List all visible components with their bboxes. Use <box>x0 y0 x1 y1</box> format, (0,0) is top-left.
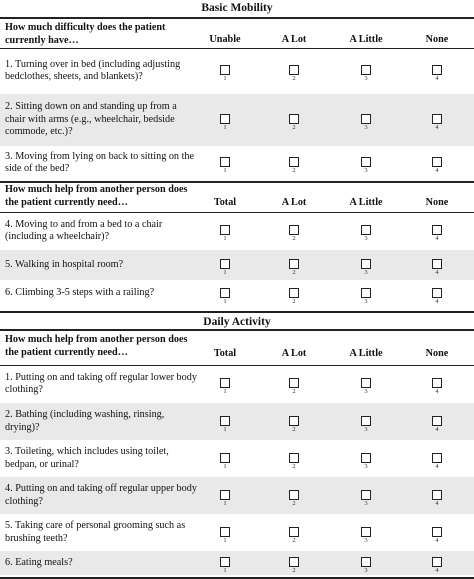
item-question: 5. Taking care of personal grooming such as brushing teeth? <box>5 520 186 544</box>
checkbox[interactable] <box>361 65 371 75</box>
checkbox[interactable] <box>289 527 299 537</box>
header-divider <box>0 365 474 366</box>
checkbox[interactable] <box>289 259 299 269</box>
checkbox[interactable] <box>432 225 442 235</box>
column-header-a-little: A Little <box>349 33 383 45</box>
option-number: 4 <box>435 297 439 305</box>
checkbox[interactable] <box>289 557 299 567</box>
item-question: 4. Putting on and taking off regular upper body clothing? <box>5 483 197 507</box>
item-question: 3. Toileting, which includes using toilet, bedpan, or urinal? <box>5 446 169 470</box>
checkbox[interactable] <box>289 288 299 298</box>
checkbox[interactable] <box>289 378 299 388</box>
response-option[interactable] <box>355 114 377 132</box>
option-number: 4 <box>435 124 439 131</box>
option-number: 1 <box>223 297 227 305</box>
response-option[interactable] <box>283 490 305 508</box>
response-option[interactable] <box>426 157 448 175</box>
option-number: 4 <box>435 425 439 433</box>
option-number: 2 <box>292 567 296 574</box>
item-question: 4. Moving to and from a bed to a chair (including a wheelchair)? <box>5 218 163 242</box>
checkbox[interactable] <box>432 527 442 537</box>
checkbox[interactable] <box>361 225 371 235</box>
option-number: 2 <box>292 499 296 507</box>
checkbox[interactable] <box>361 378 371 388</box>
response-option[interactable] <box>355 453 377 471</box>
section-divider <box>0 311 474 313</box>
option-number: 4 <box>435 536 439 544</box>
column-header-a-lot: A Lot <box>281 196 307 208</box>
checkbox[interactable] <box>220 114 230 124</box>
response-option[interactable] <box>283 416 305 434</box>
column-header-unable: Unable <box>209 33 241 45</box>
response-option[interactable] <box>426 114 448 132</box>
checkbox[interactable] <box>361 557 371 567</box>
option-number: 3 <box>364 536 368 544</box>
checkbox[interactable] <box>220 157 230 167</box>
response-option[interactable] <box>426 65 448 83</box>
item-question: 1. Turning over in bed (including adjusting bedclothes, sheets, and blankets)? <box>5 58 181 82</box>
column-header-a-little: A Little <box>349 348 383 359</box>
response-option[interactable] <box>214 557 236 575</box>
option-number: 3 <box>364 462 368 470</box>
option-number: 1 <box>223 462 227 470</box>
option-number: 2 <box>292 297 296 305</box>
response-option[interactable] <box>214 157 236 175</box>
column-header-a-little: A Little <box>349 196 383 208</box>
section-title: Basic Mobility <box>201 2 273 14</box>
response-option[interactable] <box>426 453 448 471</box>
option-number: 4 <box>435 388 439 395</box>
response-option[interactable] <box>355 490 377 508</box>
option-number: 4 <box>435 567 439 574</box>
checkbox[interactable] <box>432 288 442 298</box>
response-option[interactable] <box>283 114 305 132</box>
checkbox[interactable] <box>432 557 442 567</box>
response-option[interactable] <box>426 416 448 434</box>
option-number: 1 <box>223 75 227 82</box>
checkbox[interactable] <box>289 157 299 167</box>
response-option[interactable] <box>214 65 236 83</box>
column-header-none: None <box>425 348 449 359</box>
checkbox[interactable] <box>220 527 230 537</box>
response-option[interactable] <box>283 453 305 471</box>
checkbox[interactable] <box>361 288 371 298</box>
checkbox[interactable] <box>361 114 371 124</box>
section-title: Daily Activity <box>203 316 271 328</box>
response-option[interactable] <box>283 288 305 306</box>
response-option[interactable] <box>355 416 377 434</box>
checkbox[interactable] <box>289 490 299 500</box>
option-number: 1 <box>223 124 227 131</box>
checkbox[interactable] <box>432 259 442 269</box>
option-number: 4 <box>435 269 439 276</box>
response-option[interactable] <box>426 225 448 243</box>
checkbox[interactable] <box>432 65 442 75</box>
option-number: 4 <box>435 167 439 174</box>
option-number: 3 <box>364 167 368 174</box>
option-number: 1 <box>223 167 227 174</box>
response-option[interactable] <box>355 557 377 575</box>
response-option[interactable] <box>283 157 305 175</box>
column-header-total: Total <box>213 348 237 359</box>
option-number: 4 <box>435 235 439 242</box>
checkbox[interactable] <box>432 416 442 426</box>
section-question: How much difficulty does the patient currently have… <box>5 22 166 46</box>
checkbox[interactable] <box>432 453 442 463</box>
column-header-a-lot: A Lot <box>281 33 307 45</box>
response-option[interactable] <box>283 259 305 277</box>
checkbox[interactable] <box>220 225 230 235</box>
option-number: 2 <box>292 235 296 242</box>
checkbox[interactable] <box>220 288 230 298</box>
response-option[interactable] <box>355 259 377 277</box>
response-option[interactable] <box>355 527 377 545</box>
checkbox[interactable] <box>432 490 442 500</box>
checkbox[interactable] <box>220 378 230 388</box>
checkbox[interactable] <box>220 65 230 75</box>
header-divider <box>0 48 474 49</box>
response-option[interactable] <box>355 288 377 306</box>
item-question: 6. Climbing 3-5 steps with a railing? <box>5 287 155 299</box>
checkbox[interactable] <box>432 157 442 167</box>
option-number: 1 <box>223 499 227 507</box>
response-option[interactable] <box>426 557 448 575</box>
option-number: 3 <box>364 235 368 242</box>
column-header-total: Total <box>213 196 237 208</box>
option-number: 3 <box>364 567 368 574</box>
response-option[interactable] <box>426 259 448 277</box>
option-number: 1 <box>223 536 227 544</box>
response-option[interactable] <box>355 65 377 83</box>
response-option[interactable] <box>355 378 377 396</box>
option-number: 4 <box>435 462 439 470</box>
response-option[interactable] <box>283 527 305 545</box>
checkbox[interactable] <box>289 416 299 426</box>
option-number: 3 <box>364 499 368 507</box>
response-option[interactable] <box>426 288 448 306</box>
option-number: 1 <box>223 567 227 574</box>
option-number: 2 <box>292 462 296 470</box>
checkbox[interactable] <box>220 490 230 500</box>
response-option[interactable] <box>355 225 377 243</box>
response-option[interactable] <box>214 453 236 471</box>
checkbox[interactable] <box>289 453 299 463</box>
checkbox[interactable] <box>220 453 230 463</box>
option-number: 3 <box>364 75 368 82</box>
option-number: 3 <box>364 388 368 395</box>
item-question: 5. Walking in hospital room? <box>5 258 124 270</box>
title-underline <box>0 17 474 19</box>
response-option[interactable] <box>355 157 377 175</box>
header-divider <box>0 212 474 213</box>
checkbox[interactable] <box>361 527 371 537</box>
response-option[interactable] <box>214 527 236 545</box>
option-number: 4 <box>435 499 439 507</box>
checkbox[interactable] <box>220 416 230 426</box>
option-number: 1 <box>223 425 227 433</box>
section-question: How much help from another person does the patient currently need… <box>5 334 188 358</box>
response-option[interactable] <box>283 225 305 243</box>
section-question: How much help from another person does the patient currently need… <box>5 184 188 208</box>
column-header-none: None <box>425 196 449 208</box>
checkbox[interactable] <box>361 416 371 426</box>
option-number: 3 <box>364 124 368 131</box>
response-option[interactable] <box>214 378 236 396</box>
option-number: 4 <box>435 75 439 82</box>
response-option[interactable] <box>214 114 236 132</box>
checkbox[interactable] <box>361 453 371 463</box>
checkbox[interactable] <box>289 65 299 75</box>
response-option[interactable] <box>426 378 448 396</box>
response-option[interactable] <box>214 416 236 434</box>
checkbox[interactable] <box>289 114 299 124</box>
response-option[interactable] <box>214 288 236 306</box>
option-number: 3 <box>364 269 368 276</box>
option-number: 2 <box>292 269 296 276</box>
response-option[interactable] <box>283 65 305 83</box>
option-number: 1 <box>223 388 227 395</box>
checkbox[interactable] <box>432 114 442 124</box>
checkbox[interactable] <box>289 225 299 235</box>
option-number: 2 <box>292 167 296 174</box>
option-number: 2 <box>292 425 296 433</box>
response-option[interactable] <box>426 527 448 545</box>
option-number: 1 <box>223 269 227 276</box>
checkbox[interactable] <box>220 557 230 567</box>
column-header-none: None <box>425 33 449 45</box>
checkbox[interactable] <box>361 490 371 500</box>
column-header-a-lot: A Lot <box>281 348 307 359</box>
response-option[interactable] <box>283 378 305 396</box>
option-number: 2 <box>292 388 296 395</box>
option-number: 2 <box>292 75 296 82</box>
item-question: 3. Moving from lying on back to sitting on the side of the bed? <box>5 150 195 174</box>
item-question: 2. Sitting down on and standing up from a chair with arms (e.g., wheelchair, bedside commode, etc.)? <box>5 101 177 138</box>
checkbox[interactable] <box>432 378 442 388</box>
option-number: 3 <box>364 425 368 433</box>
item-question: 2. Bathing (including washing, rinsing, drying)? <box>5 409 165 433</box>
checkbox[interactable] <box>361 259 371 269</box>
response-option[interactable] <box>426 490 448 508</box>
response-option[interactable] <box>283 557 305 575</box>
option-number: 2 <box>292 124 296 131</box>
checkbox[interactable] <box>220 259 230 269</box>
option-number: 1 <box>223 235 227 242</box>
option-number: 3 <box>364 297 368 305</box>
item-question: 1. Putting on and taking off regular lower body clothing? <box>5 371 197 395</box>
response-option[interactable] <box>214 259 236 277</box>
checkbox[interactable] <box>361 157 371 167</box>
item-question: 6. Eating meals? <box>5 556 73 568</box>
title-underline <box>0 329 474 331</box>
response-option[interactable] <box>214 490 236 508</box>
response-option[interactable] <box>214 225 236 243</box>
option-number: 2 <box>292 536 296 544</box>
